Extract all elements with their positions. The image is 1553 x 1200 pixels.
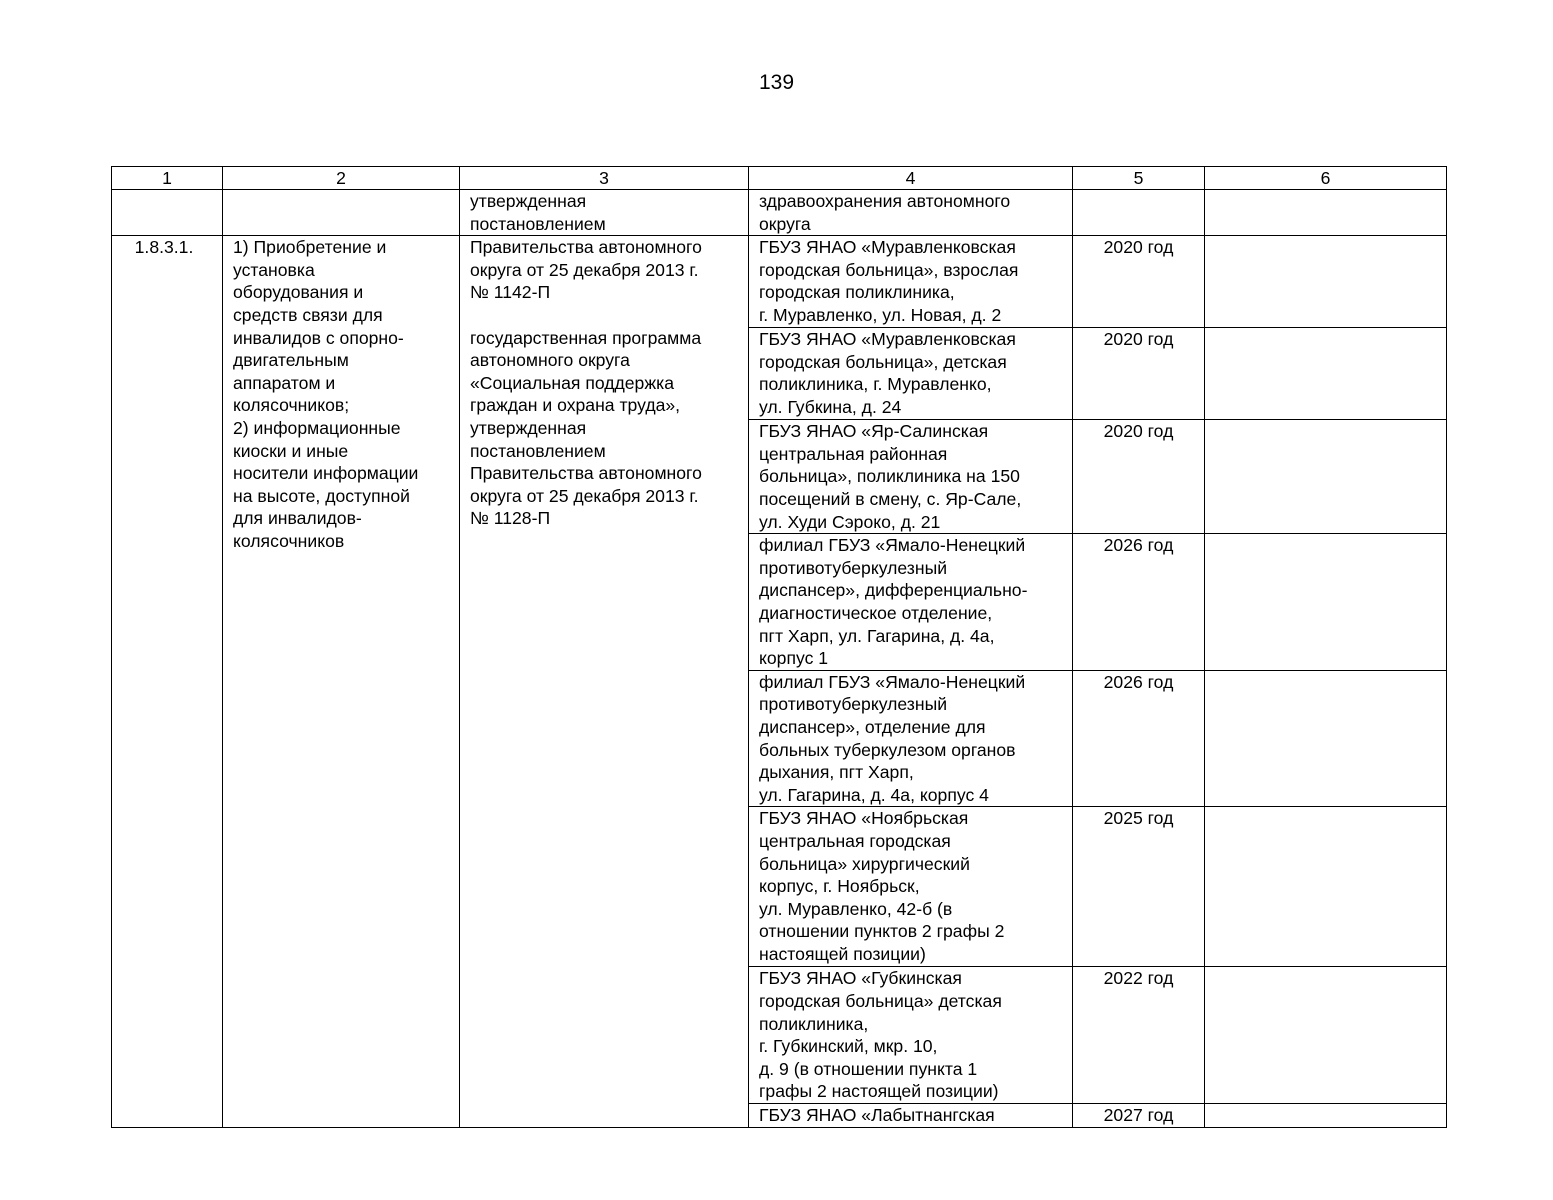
- column-header: 3: [460, 167, 749, 190]
- cell-note: [1205, 807, 1447, 967]
- cell-year: 2026 год: [1073, 670, 1205, 807]
- item-description: 1) Приобретение и установка оборудования и средств связи для инвалидов с опорно- двигательным аппаратом и колясочников; 2) информационные киоски и иные носители информации на высоте, доступной для инвалидов- колясочников: [223, 236, 460, 1128]
- cell-place-continued: здравоохранения автономного округа: [749, 190, 1073, 236]
- column-header: 4: [749, 167, 1073, 190]
- continuation-row: [112, 190, 1447, 236]
- column-header: 1: [112, 167, 223, 190]
- cell-place: ГБУЗ ЯНАО «Лабытнангская: [749, 1103, 1073, 1127]
- table-row: [112, 236, 1447, 328]
- cell-note: [1205, 328, 1447, 420]
- cell-empty: [1073, 190, 1205, 236]
- cell-year: 2026 год: [1073, 534, 1205, 671]
- cell-note: [1205, 1103, 1447, 1127]
- cell-empty: [1205, 190, 1447, 236]
- cell-empty: [223, 190, 460, 236]
- cell-place: ГБУЗ ЯНАО «Ноябрьская центральная городская больница» хирургический корпус, г. Ноябрьск, ул. Муравленко, 42-б (в отношении пунктов 2 графы 2 настоящей позиции): [749, 807, 1073, 967]
- column-header: 2: [223, 167, 460, 190]
- cell-place: филиал ГБУЗ «Ямало-Ненецкий противотуберкулезный диспансер», дифференциально- диагностическое отделение, пгт Харп, ул. Гагарина, д. 4а, корпус 1: [749, 534, 1073, 671]
- cell-note: [1205, 420, 1447, 534]
- cell-note: [1205, 967, 1447, 1104]
- cell-place: ГБУЗ ЯНАО «Яр-Салинская центральная районная больница», поликлиника на 150 посещений в смену, с. Яр-Сале, ул. Худи Сэроко, д. 21: [749, 420, 1073, 534]
- cell-year: 2022 год: [1073, 967, 1205, 1104]
- cell-year: 2027 год: [1073, 1103, 1205, 1127]
- cell-note: [1205, 534, 1447, 671]
- cell-note: [1205, 236, 1447, 328]
- column-header: 5: [1073, 167, 1205, 190]
- cell-year: 2025 год: [1073, 807, 1205, 967]
- document-table: [111, 166, 1447, 1128]
- cell-place: ГБУЗ ЯНАО «Муравленковская городская больница», детская поликлиника, г. Муравленко, ул. Губкина, д. 24: [749, 328, 1073, 420]
- cell-basis-continued: утвержденная постановлением: [460, 190, 749, 236]
- cell-note: [1205, 670, 1447, 807]
- cell-place: ГБУЗ ЯНАО «Муравленковская городская больница», взрослая городская поликлиника, г. Муравленко, ул. Новая, д. 2: [749, 236, 1073, 328]
- page-number: 139: [758, 71, 795, 94]
- item-basis: Правительства автономного округа от 25 декабря 2013 г. № 1142-П государственная программа автономного округа «Социальная поддержка граждан и охрана труда», утвержденная постановлением Правительства автономного округа от 25 декабря 2013 г. № 1128-П: [460, 236, 749, 1128]
- item-number: 1.8.3.1.: [112, 236, 223, 1128]
- cell-place: ГБУЗ ЯНАО «Губкинская городская больница» детская поликлиника, г. Губкинский, мкр. 10, д. 9 (в отношении пункта 1 графы 2 настоящей позиции): [749, 967, 1073, 1104]
- column-header: 6: [1205, 167, 1447, 190]
- table-header-row: [112, 167, 1447, 190]
- cell-empty: [112, 190, 223, 236]
- cell-year: 2020 год: [1073, 236, 1205, 328]
- cell-year: 2020 год: [1073, 420, 1205, 534]
- cell-year: 2020 год: [1073, 328, 1205, 420]
- cell-place: филиал ГБУЗ «Ямало-Ненецкий противотуберкулезный диспансер», отделение для больных туберкулезом органов дыхания, пгт Харп, ул. Гагарина, д. 4а, корпус 4: [749, 670, 1073, 807]
